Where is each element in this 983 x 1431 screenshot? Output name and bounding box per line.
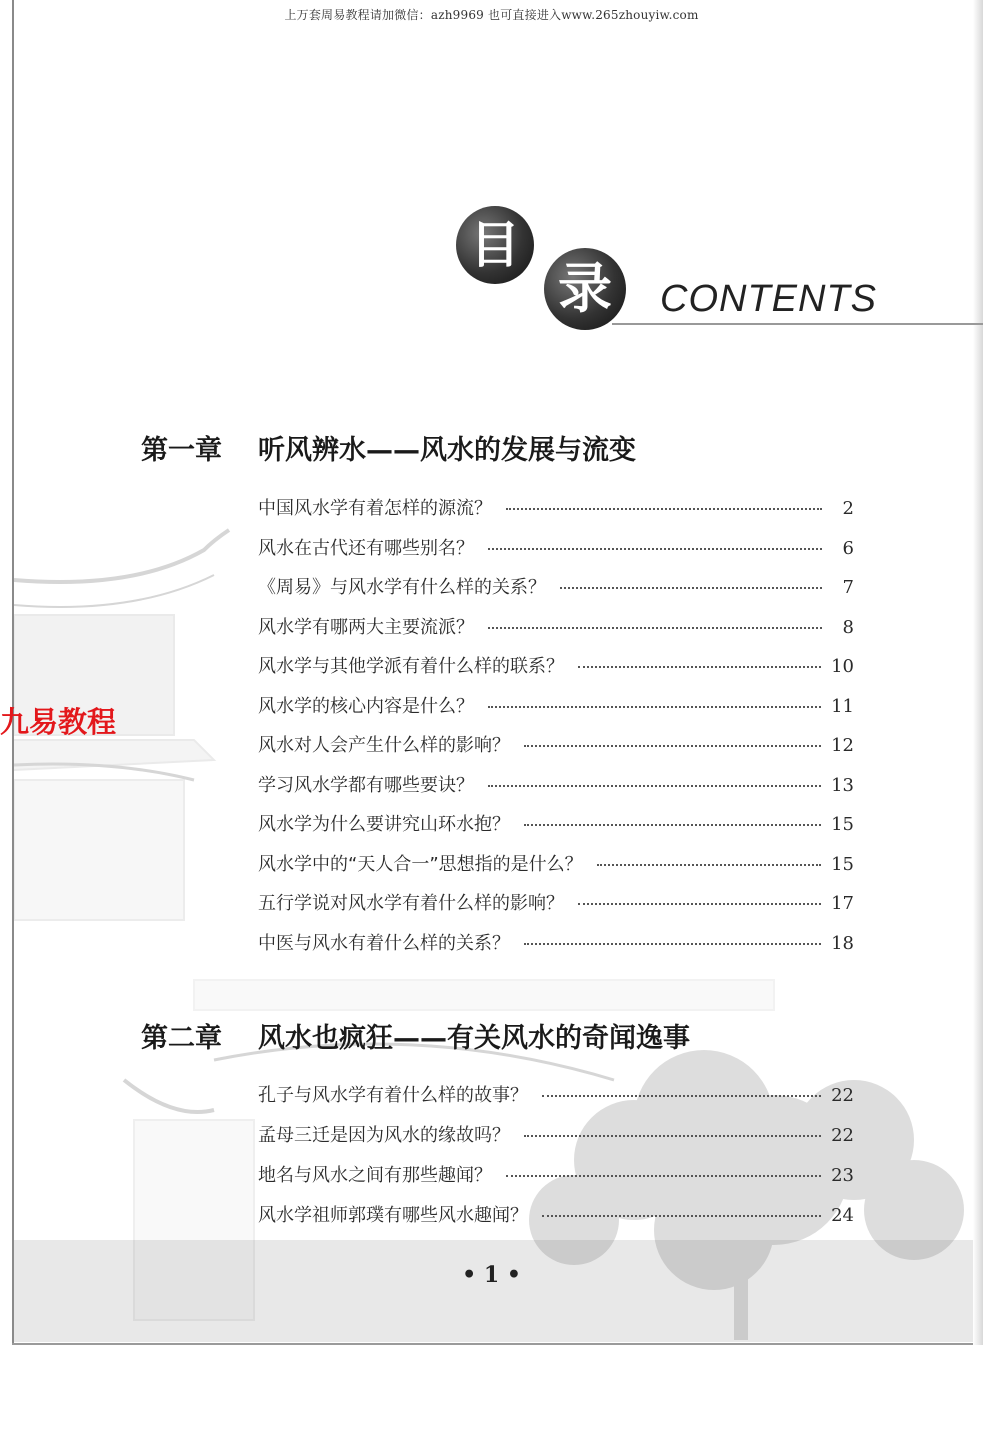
toc-page-number: 22 [831,1125,854,1146]
toc-item[interactable] [258,810,854,840]
toc-question: 孟母三迁是因为风水的缘故吗？ [258,1125,510,1146]
leader-dots [488,626,822,629]
toc-page-number: 15 [831,854,854,875]
leader-dots [524,823,821,826]
toc-question: 风水学中的“天人合一”思想指的是什么？ [258,854,583,875]
chapter-number: 第二章 [141,1023,222,1054]
leader-dots [488,784,821,787]
leader-dots [506,1174,821,1177]
page-bottom-border [12,1343,983,1345]
chapter-title: 听风辨水——风水的发展与流变 [258,435,636,466]
title-contents: CONTENTS [660,278,877,320]
toc-page-number: 8 [842,617,854,638]
toc-item[interactable] [258,1081,854,1111]
toc-question: 风水在古代还有哪些别名？ [258,538,474,559]
toc-question: 地名与风水之间有那些趣闻？ [258,1165,492,1186]
toc-question: 风水学祖师郭璞有哪些风水趣闻？ [258,1205,528,1226]
toc-question: 风水学与其他学派有着什么样的联系？ [258,656,564,677]
toc-page-number: 18 [831,933,854,954]
chapter-2-heading[interactable] [141,1016,690,1055]
toc-question: 学习风水学都有哪些要诀？ [258,775,474,796]
title-char-mu: 目 [456,206,534,284]
toc-page-number: 13 [831,775,854,796]
toc-page-number: 2 [842,498,854,519]
title-char-lu: 录 [544,248,626,330]
toc-page-number: 10 [831,656,854,677]
page-right-shadow [973,0,983,1345]
toc-question: 风水对人会产生什么样的影响？ [258,735,510,756]
leader-dots [542,1214,821,1217]
leader-dots [524,744,821,747]
watermark-text: 上万套周易教程请加微信：azh9969 也可直接进入www.265zhouyiw.com [284,8,699,22]
page-number: • 1 • [462,1262,521,1288]
toc-item[interactable] [258,692,854,722]
toc-item[interactable] [258,889,854,919]
toc-item[interactable] [258,1201,854,1231]
toc-item[interactable] [258,1161,854,1191]
toc-question: 风水学有哪两大主要流派？ [258,617,474,638]
leader-dots [542,1094,821,1097]
leader-dots [560,586,822,589]
toc-page-number: 7 [842,577,854,598]
title-rule [612,323,983,325]
toc-item[interactable] [258,613,854,643]
toc-page-number: 15 [831,814,854,835]
toc-question: 中医与风水有着什么样的关系？ [258,933,510,954]
toc-item[interactable] [258,850,854,880]
chapter-title: 风水也疯狂——有关风水的奇闻逸事 [258,1023,690,1054]
toc-page-number: 6 [842,538,854,559]
leader-dots [488,547,822,550]
toc-page-number: 23 [831,1165,854,1186]
toc-page-number: 24 [831,1205,854,1226]
chapter-1-heading[interactable] [141,428,636,467]
page-left-border [12,0,14,1345]
leader-dots [597,863,821,866]
leader-dots [524,1134,821,1137]
toc-item[interactable] [258,771,854,801]
leader-dots [524,942,821,945]
toc-question: 风水学为什么要讲究山环水抱？ [258,814,510,835]
toc-page-number: 22 [831,1085,854,1106]
toc-page-number: 17 [831,893,854,914]
leader-dots [488,705,821,708]
toc-page-number: 11 [831,696,854,717]
toc-item[interactable] [258,573,854,603]
toc-item[interactable] [258,652,854,682]
toc-item[interactable] [258,1121,854,1151]
toc-item[interactable] [258,731,854,761]
toc-page-number: 12 [831,735,854,756]
leader-dots [578,902,821,905]
leader-dots [506,507,822,510]
leader-dots [578,665,821,668]
side-watermark: 九易教程 [0,705,117,739]
toc-item[interactable] [258,494,854,524]
toc-item[interactable] [258,929,854,959]
toc-question: 五行学说对风水学有着什么样的影响？ [258,893,564,914]
toc-question: 《周易》与风水学有什么样的关系？ [258,577,546,598]
toc-question: 孔子与风水学有着什么样的故事？ [258,1085,528,1106]
toc-question: 风水学的核心内容是什么？ [258,696,474,717]
toc-question: 中国风水学有着怎样的源流？ [258,498,492,519]
toc-item[interactable] [258,534,854,564]
chapter-number: 第一章 [141,435,222,466]
